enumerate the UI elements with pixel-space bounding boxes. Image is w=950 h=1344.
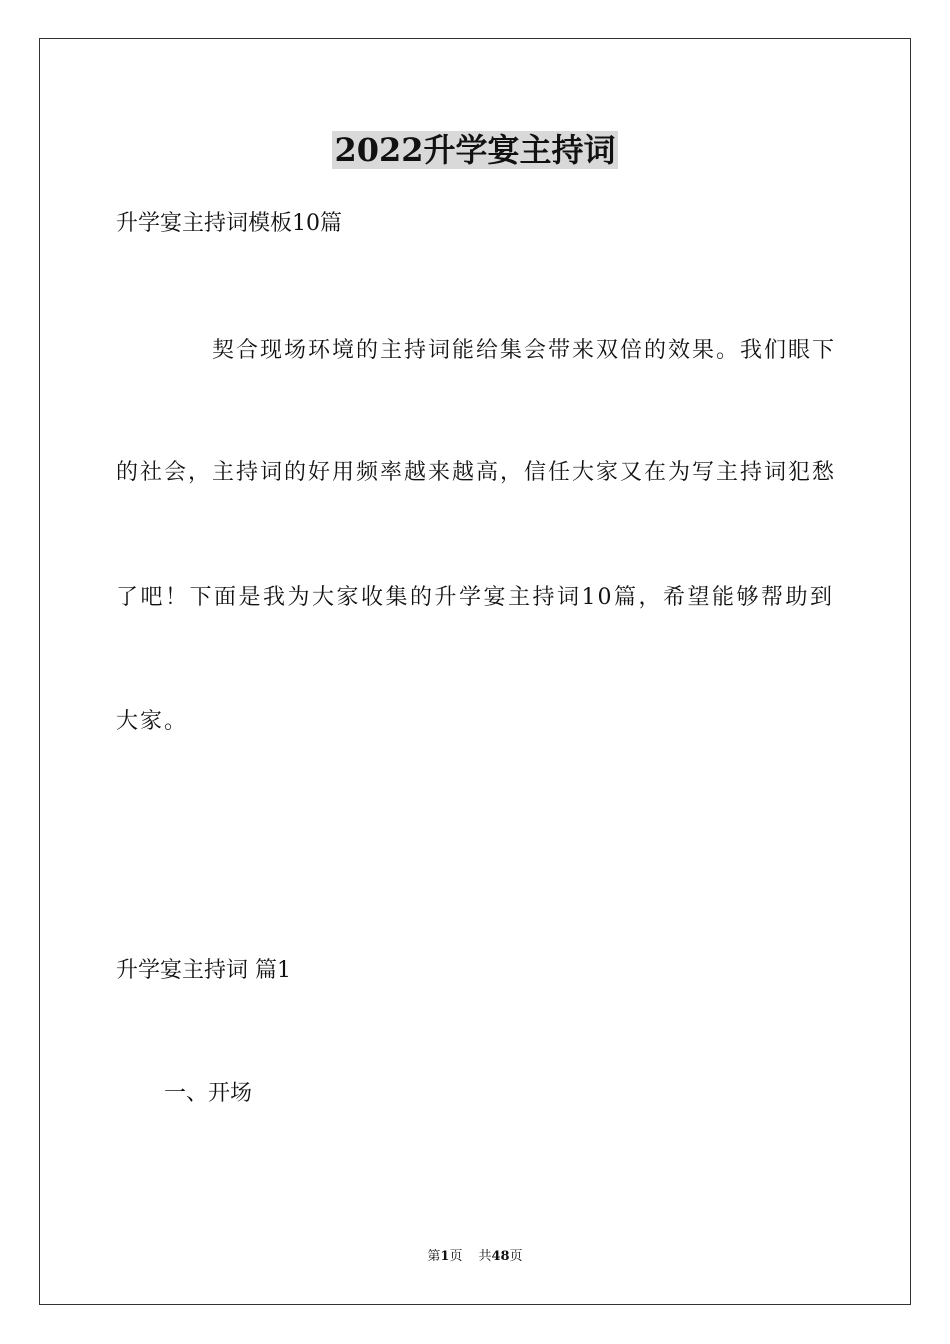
footer-total-suffix: 页 — [509, 1249, 523, 1264]
page-footer — [0, 1247, 950, 1267]
intro-line-2: 的社会，主持词的好用频率越来越高，信任大家又在为写主持词犯愁 — [116, 460, 837, 485]
footer-total-prefix: 共 — [478, 1249, 492, 1264]
intro-line-3: 了吧！下面是我为大家收集的升学宴主持词10篇，希望能够帮助到 — [116, 585, 834, 610]
section-item: 一、开场 — [164, 1081, 253, 1106]
document-title-text: 2022升学宴主持词 — [334, 131, 616, 169]
intro-line-1: 契合现场环境的主持词能给集会带来双倍的效果。我们眼下 — [212, 338, 837, 363]
document-title — [0, 128, 950, 172]
section-heading: 升学宴主持词 篇1 — [116, 958, 291, 983]
intro-line-4: 大家。 — [116, 709, 189, 734]
document-subtitle: 升学宴主持词模板10篇 — [116, 211, 342, 236]
footer-page-prefix: 第 — [427, 1249, 441, 1264]
footer-page-suffix: 页 — [449, 1249, 463, 1264]
footer-total-pages: 48 — [491, 1249, 510, 1264]
footer-current-page: 1 — [440, 1249, 450, 1264]
